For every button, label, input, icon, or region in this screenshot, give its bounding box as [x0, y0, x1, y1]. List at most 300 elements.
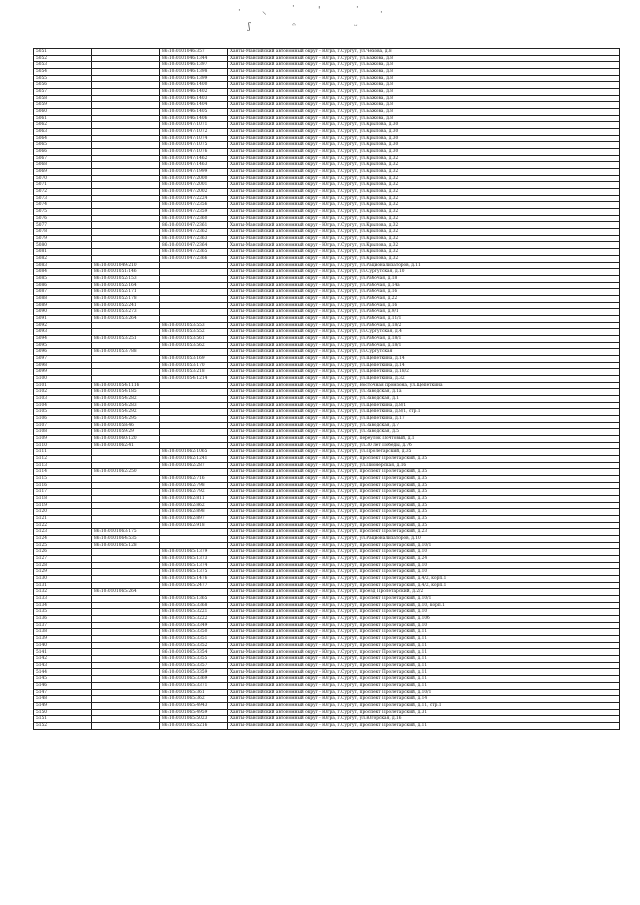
- object-cadastral-number-cell: 86:10:0101047:2361: [160, 222, 228, 229]
- address-cell: Ханты-Мансийский автономный округ - Югра, г.Сургут, проспект Пролетарский, д.11: [228, 649, 620, 656]
- object-cadastral-number-cell: [160, 289, 228, 296]
- row-number-cell: 5114: [34, 469, 92, 476]
- object-cadastral-number-cell: 86:10:0101046:1404: [160, 102, 228, 109]
- table-row: [34, 616, 620, 623]
- address-cell: Ханты-Мансийский автономный округ - Югра, г.Сургут, проспект Пролетарский, д.35: [228, 509, 620, 516]
- table-row: [34, 496, 620, 503]
- table-row: [34, 622, 620, 629]
- row-number-cell: 5057: [34, 89, 92, 96]
- row-number-cell: 5055: [34, 75, 92, 82]
- address-cell: Ханты-Мансийский автономный округ - Югра, г.Сургут, ул.Крылова, д.32: [228, 209, 620, 216]
- cadastral-number-cell: [92, 189, 160, 196]
- cadastral-number-cell: [92, 716, 160, 723]
- object-cadastral-number-cell: 86:10:0101065:1379: [160, 549, 228, 556]
- cadastral-number-cell: [92, 135, 160, 142]
- table-row: [34, 302, 620, 309]
- table-row: [34, 189, 620, 196]
- cadastral-number-cell: [92, 362, 160, 369]
- table-row: [34, 335, 620, 342]
- address-cell: Ханты-Мансийский автономный округ - Югра, г.Сургут, ул.Крылова, д.32: [228, 155, 620, 162]
- object-cadastral-number-cell: 86:10:0101065:3359: [160, 669, 228, 676]
- cadastral-number-cell: 86:10:0101054:283: [92, 402, 160, 409]
- cadastral-number-cell: [92, 182, 160, 189]
- address-cell: Ханты-Мансийский автономный округ - Югра, г.Сургут, проспект Пролетарский, д.10/1: [228, 542, 620, 549]
- address-cell: Ханты-Мансийский автономный округ - Югра, г.Сургут, ул.Бажова, д.8: [228, 75, 620, 82]
- row-number-cell: 5142: [34, 656, 92, 663]
- address-cell: Ханты-Мансийский автономный округ - Югра, г.Сургут, ул.Щепеткина, д.8/1, стр.1: [228, 409, 620, 416]
- table-row: [34, 355, 620, 362]
- cadastral-number-cell: [92, 369, 160, 376]
- table-row: [34, 415, 620, 422]
- cadastral-number-cell: [92, 322, 160, 329]
- address-cell: Ханты-Мансийский автономный округ - Югра, г.Сургут, проспект Пролетарский, д.10: [228, 609, 620, 616]
- cadastral-number-cell: [92, 155, 160, 162]
- table-row: [34, 55, 620, 62]
- object-cadastral-number-cell: 86:10:0101062:1241: [160, 455, 228, 462]
- row-number-cell: 5121: [34, 516, 92, 523]
- address-cell: Ханты-Мансийский автономный округ - Югра, г.Сургут, ул.Пролетарский, д.35: [228, 449, 620, 456]
- object-cadastral-number-cell: 86:10:0101053:552: [160, 329, 228, 336]
- table-row: [34, 549, 620, 556]
- row-number-cell: 5063: [34, 129, 92, 136]
- object-cadastral-number-cell: [160, 402, 228, 409]
- table-row: [34, 235, 620, 242]
- address-cell: Ханты-Мансийский автономный округ - Югра, г.Сургут, ул.Сургутская, д.10: [228, 269, 620, 276]
- table-row: [34, 162, 620, 169]
- object-cadastral-number-cell: [160, 542, 228, 549]
- row-number-cell: 5113: [34, 462, 92, 469]
- row-number-cell: 5112: [34, 455, 92, 462]
- cadastral-number-cell: [92, 696, 160, 703]
- address-cell: Ханты-Мансийский автономный округ - Югра, г.Сургут, проспект Пролетарский, д.31: [228, 709, 620, 716]
- row-number-cell: 5106: [34, 415, 92, 422]
- cadastral-number-cell: 86:10:0101062:250: [92, 469, 160, 476]
- object-cadastral-number-cell: 86:10:0101065:3351: [160, 636, 228, 643]
- cadastral-number-cell: [92, 596, 160, 603]
- address-cell: Ханты-Мансийский автономный округ - Югра, г.Сургут, ул.Крылова, д.32: [228, 189, 620, 196]
- cadastral-number-cell: 86:10:0101054:295: [92, 415, 160, 422]
- table-row: [34, 669, 620, 676]
- address-cell: Ханты-Мансийский автономный округ - Югра, г.Сургут, ул.Бажова, д.8: [228, 82, 620, 89]
- table-row: [34, 202, 620, 209]
- cadastral-number-cell: 86:10:0101053:788: [92, 349, 160, 356]
- address-cell: Ханты-Мансийский автономный округ - Югра, г.Сургут, проспект Пролетарский, д.23: [228, 529, 620, 536]
- cadastral-number-cell: [92, 122, 160, 129]
- table-row: [34, 349, 620, 356]
- address-cell: Ханты-Мансийский автономный округ - Югра, г.Сургут, ул.Крылова, д.32: [228, 182, 620, 189]
- table-row: [34, 289, 620, 296]
- cadastral-number-cell: [92, 622, 160, 629]
- object-cadastral-number-cell: 86:10:0101047:1072: [160, 129, 228, 136]
- cadastral-number-cell: [92, 355, 160, 362]
- cadastral-number-cell: [92, 649, 160, 656]
- address-cell: Ханты-Мансийский автономный округ - Югра, г.Сургут, проспект Пролетарский, д.10: [228, 549, 620, 556]
- row-number-cell: 5093: [34, 329, 92, 336]
- address-cell: Ханты-Мансийский автономный округ - Югра, г.Сургут, ул.Рабочая, д.14а: [228, 282, 620, 289]
- address-cell: Ханты-Мансийский автономный округ - Югра, г.Сургут, ул.Рабочая, д.18/1: [228, 342, 620, 349]
- table-row: [34, 689, 620, 696]
- row-number-cell: 5100: [34, 375, 92, 382]
- table-row: [34, 249, 620, 256]
- table-row: [34, 129, 620, 136]
- cadastral-number-cell: [92, 569, 160, 576]
- row-number-cell: 5061: [34, 115, 92, 122]
- table-row: [34, 329, 620, 336]
- row-number-cell: 5123: [34, 529, 92, 536]
- address-cell: Ханты-Мансийский автономный округ - Югра, г.Сургут, ул.Щепеткина, д.8/1: [228, 402, 620, 409]
- row-number-cell: 5095: [34, 342, 92, 349]
- row-number-cell: 5082: [34, 255, 92, 262]
- row-number-cell: 5099: [34, 369, 92, 376]
- address-cell: Ханты-Мансийский автономный округ - Югра, г.Сургут, ул.Бажова, д.8: [228, 62, 620, 69]
- table-row: [34, 716, 620, 723]
- table-row: [34, 702, 620, 709]
- row-number-cell: 5066: [34, 149, 92, 156]
- address-cell: Ханты-Мансийский автономный округ - Югра, г.Сургут, ул.Крылова, д.30: [228, 129, 620, 136]
- object-cadastral-number-cell: 86:10:0101062:862: [160, 502, 228, 509]
- row-number-cell: 5084: [34, 269, 92, 276]
- table-row: [34, 442, 620, 449]
- address-cell: Ханты-Мансийский автономный округ - Югра, г.Сургут, ул.Бажова, д.8: [228, 89, 620, 96]
- row-number-cell: 5081: [34, 249, 92, 256]
- row-number-cell: 5124: [34, 536, 92, 543]
- address-cell: Ханты-Мансийский автономный округ - Югра, г.Сургут, ул.Щепеткина, д.18/2: [228, 369, 620, 376]
- row-number-cell: 5053: [34, 62, 92, 69]
- object-cadastral-number-cell: 86:10:0101046:357: [160, 49, 228, 56]
- address-cell: Ханты-Мансийский автономный округ - Югра, г.Сургут, проспект Пролетарский, д.11: [228, 722, 620, 729]
- address-cell: Ханты-Мансийский автономный округ - Югра, г.Сургут, ул.Бажова, д.8: [228, 109, 620, 116]
- object-cadastral-number-cell: [160, 302, 228, 309]
- address-cell: Ханты-Мансийский автономный округ - Югра, г.Сургут, ул.Пионерская, д.16: [228, 462, 620, 469]
- table-row: [34, 482, 620, 489]
- object-cadastral-number-cell: 86:10:0101047:1463: [160, 162, 228, 169]
- table-row: [34, 209, 620, 216]
- address-cell: Ханты-Мансийский автономный округ - Югра, г.Сургут, проспект Пролетарский, д.35: [228, 522, 620, 529]
- object-cadastral-number-cell: [160, 435, 228, 442]
- table-row: [34, 596, 620, 603]
- object-cadastral-number-cell: 86:10:0101065:5216: [160, 722, 228, 729]
- table-row: [34, 282, 620, 289]
- cadastral-number-cell: [92, 576, 160, 583]
- cadastral-number-cell: [92, 62, 160, 69]
- cadastral-number-cell: [92, 462, 160, 469]
- register-table: [33, 48, 620, 730]
- row-number-cell: 5087: [34, 289, 92, 296]
- row-number-cell: 5149: [34, 702, 92, 709]
- row-number-cell: 5134: [34, 602, 92, 609]
- address-cell: Ханты-Мансийский автономный округ - Югра, г.Сургут, ул.Рабочая, д.18/1: [228, 335, 620, 342]
- row-number-cell: 5128: [34, 562, 92, 569]
- address-cell: Ханты-Мансийский автономный округ - Югра, г.Сургут, проспект Пролетарский, д.11: [228, 629, 620, 636]
- address-cell: Ханты-Мансийский автономный округ - Югра, г.Сургут, ул.Сургутская, д.4: [228, 329, 620, 336]
- address-cell: Ханты-Мансийский автономный округ - Югра, г.Сургут, проспект Пролетарский, д.10: [228, 622, 620, 629]
- address-cell: Ханты-Мансийский автономный округ - Югра, г.Сургут, ул.Рабочая, д.22: [228, 295, 620, 302]
- table-row: [34, 656, 620, 663]
- object-cadastral-number-cell: 86:10:0101062:897: [160, 516, 228, 523]
- object-cadastral-number-cell: [160, 269, 228, 276]
- cadastral-number-cell: [92, 149, 160, 156]
- address-cell: Ханты-Мансийский автономный округ - Югра, г.Сургут, ул.Крылова, д.30: [228, 142, 620, 149]
- table-row: [34, 676, 620, 683]
- row-number-cell: 5052: [34, 55, 92, 62]
- table-row: [34, 542, 620, 549]
- object-cadastral-number-cell: 86:10:0101062:798: [160, 482, 228, 489]
- table-row: [34, 602, 620, 609]
- table-row: [34, 109, 620, 116]
- table-row: [34, 576, 620, 583]
- address-cell: Ханты-Мансийский автономный округ - Югра, г.Сургут, ул.30 лет Победы, д.7б: [228, 442, 620, 449]
- table-row: [34, 429, 620, 436]
- object-cadastral-number-cell: 86:10:0101047:1075: [160, 142, 228, 149]
- row-number-cell: 5140: [34, 642, 92, 649]
- cadastral-number-cell: [92, 662, 160, 669]
- object-cadastral-number-cell: 86:10:0101062:811: [160, 496, 228, 503]
- row-number-cell: 5069: [34, 169, 92, 176]
- row-number-cell: 5144: [34, 669, 92, 676]
- object-cadastral-number-cell: [160, 282, 228, 289]
- row-number-cell: 5118: [34, 496, 92, 503]
- object-cadastral-number-cell: 86:10:0101047:1071: [160, 122, 228, 129]
- row-number-cell: 5138: [34, 629, 92, 636]
- object-cadastral-number-cell: [160, 409, 228, 416]
- cadastral-number-cell: [92, 722, 160, 729]
- cadastral-number-cell: [92, 676, 160, 683]
- row-number-cell: 5060: [34, 109, 92, 116]
- cadastral-number-cell: [92, 229, 160, 236]
- table-row: [34, 309, 620, 316]
- address-cell: Ханты-Мансийский автономный округ - Югра, г.Сургут, проспект Пролетарский, д.4/2, корп.1: [228, 582, 620, 589]
- table-row: [34, 155, 620, 162]
- object-cadastral-number-cell: 86:10:0101065:3349: [160, 622, 228, 629]
- table-row: [34, 389, 620, 396]
- row-number-cell: 5054: [34, 69, 92, 76]
- row-number-cell: 5136: [34, 616, 92, 623]
- address-cell: Ханты-Мансийский автономный округ - Югра, г.Сургут, проспект Пролетарский, д.35: [228, 482, 620, 489]
- table-row: [34, 269, 620, 276]
- table-row: [34, 509, 620, 516]
- cadastral-number-cell: [92, 375, 160, 382]
- cadastral-number-cell: [92, 209, 160, 216]
- table-row: [34, 409, 620, 416]
- table-row: [34, 135, 620, 142]
- row-number-cell: 5056: [34, 82, 92, 89]
- cadastral-number-cell: 86:10:0101053:264: [92, 315, 160, 322]
- address-cell: Ханты-Мансийский автономный округ - Югра, г.Сургут, проспект Пролетарский, д.10, корп.1: [228, 602, 620, 609]
- cadastral-number-cell: [92, 82, 160, 89]
- address-cell: Ханты-Мансийский автономный округ - Югра, г.Сургут, ул.Крылова, д.32: [228, 255, 620, 262]
- table-row: [34, 569, 620, 576]
- row-number-cell: 5137: [34, 622, 92, 629]
- address-cell: Ханты-Мансийский автономный округ - Югра, г.Сургут, ул.Щепеткина, д.14: [228, 355, 620, 362]
- address-cell: Ханты-Мансийский автономный округ - Югра, г.Сургут, ул.Крылова, д.32: [228, 229, 620, 236]
- table-row: [34, 69, 620, 76]
- row-number-cell: 5085: [34, 275, 92, 282]
- table-row: [34, 49, 620, 56]
- address-cell: Ханты-Мансийский автономный округ - Югра, г.Сургут, ул.Бажова, д.8: [228, 102, 620, 109]
- cadastral-number-cell: 86:10:0101052:164: [92, 282, 160, 289]
- row-number-cell: 5077: [34, 222, 92, 229]
- object-cadastral-number-cell: [160, 422, 228, 429]
- row-number-cell: 5076: [34, 215, 92, 222]
- address-cell: Ханты-Мансийский автономный округ - Югра, г.Сургут, ул.Щепеткина, д.14: [228, 362, 620, 369]
- object-cadastral-number-cell: 86:10:0101065:3371: [160, 682, 228, 689]
- cadastral-number-cell: [92, 55, 160, 62]
- row-number-cell: 5111: [34, 449, 92, 456]
- table-row: [34, 262, 620, 269]
- address-cell: Ханты-Мансийский автономный округ - Югра, г.Сургут, ул.Рационализаторов, д.11: [228, 262, 620, 269]
- cadastral-number-cell: [92, 516, 160, 523]
- row-number-cell: 5126: [34, 549, 92, 556]
- address-cell: Ханты-Мансийский автономный округ - Югра, г.Сургут, ул.Крылова, д.32: [228, 169, 620, 176]
- cadastral-number-cell: 86:10:0101049:210: [92, 262, 160, 269]
- table-row: [34, 115, 620, 122]
- object-cadastral-number-cell: 86:10:0101062:287: [160, 462, 228, 469]
- table-row: [34, 649, 620, 656]
- table-row: [34, 629, 620, 636]
- row-number-cell: 5132: [34, 589, 92, 596]
- object-cadastral-number-cell: 86:10:0101046:1399: [160, 75, 228, 82]
- address-cell: Ханты-Мансийский автономный округ - Югра, г.Сургут, проспект Пролетарский, д.11: [228, 682, 620, 689]
- table-row: [34, 82, 620, 89]
- object-cadastral-number-cell: 86:10:0101053:169: [160, 355, 228, 362]
- cadastral-number-cell: [92, 496, 160, 503]
- object-cadastral-number-cell: 86:10:0101054:1214: [160, 375, 228, 382]
- row-number-cell: 5079: [34, 235, 92, 242]
- object-cadastral-number-cell: 86:10:0101053:553: [160, 322, 228, 329]
- object-cadastral-number-cell: 86:10:0101053:170: [160, 362, 228, 369]
- row-number-cell: 5080: [34, 242, 92, 249]
- table-row: [34, 709, 620, 716]
- address-cell: Ханты-Мансийский автономный округ - Югра, г.Сургут, проспект Пролетарский, д.11: [228, 676, 620, 683]
- cadastral-number-cell: [92, 235, 160, 242]
- cadastral-number-cell: [92, 49, 160, 56]
- cadastral-number-cell: 86:10:0101065:264: [92, 589, 160, 596]
- row-number-cell: 5139: [34, 636, 92, 643]
- address-cell: Ханты-Мансийский автономный округ - Югра, г.Сургут, ул.Крылова, д.32: [228, 242, 620, 249]
- object-cadastral-number-cell: 86:10:0101065:1476: [160, 576, 228, 583]
- row-number-cell: 5091: [34, 315, 92, 322]
- address-cell: Ханты-Мансийский автономный округ - Югра, г.Сургут, проспект Пролетарский, д.11: [228, 636, 620, 643]
- table-row: [34, 89, 620, 96]
- object-cadastral-number-cell: 86:10:0101065:5023: [160, 716, 228, 723]
- cadastral-number-cell: 86:10:0101052:178: [92, 295, 160, 302]
- address-cell: Ханты-Мансийский автономный округ - Югра, г.Сургут, ул.Рабочая, д.16: [228, 289, 620, 296]
- row-number-cell: 5086: [34, 282, 92, 289]
- object-cadastral-number-cell: 86:10:0101046:1398: [160, 69, 228, 76]
- table-row: [34, 422, 620, 429]
- cadastral-number-cell: [92, 522, 160, 529]
- address-cell: Ханты-Мансийский автономный округ - Югра, г.Сургут, ул.Заводская, д.1а: [228, 389, 620, 396]
- object-cadastral-number-cell: 86:10:0101065:1365: [160, 596, 228, 603]
- row-number-cell: 5098: [34, 362, 92, 369]
- object-cadastral-number-cell: 86:10:0101062:898: [160, 509, 228, 516]
- cadastral-number-cell: [92, 95, 160, 102]
- row-number-cell: 5127: [34, 556, 92, 563]
- row-number-cell: 5062: [34, 122, 92, 129]
- cadastral-number-cell: [92, 222, 160, 229]
- object-cadastral-number-cell: [160, 469, 228, 476]
- cadastral-number-cell: [92, 476, 160, 483]
- table-row: [34, 476, 620, 483]
- row-number-cell: 5101: [34, 382, 92, 389]
- object-cadastral-number-cell: 86:10:0101047:2365: [160, 249, 228, 256]
- row-number-cell: 5145: [34, 676, 92, 683]
- object-cadastral-number-cell: [160, 529, 228, 536]
- cadastral-number-cell: [92, 549, 160, 556]
- address-cell: Ханты-Мансийский автономный округ - Югра, г.Сургут, проспект Пролетарский, д.35: [228, 516, 620, 523]
- table-row: [34, 362, 620, 369]
- address-cell: Ханты-Мансийский автономный округ - Югра, г.Сургут, проспект Пролетарский, д.11: [228, 656, 620, 663]
- row-number-cell: 5143: [34, 662, 92, 669]
- table-row: [34, 469, 620, 476]
- row-number-cell: 5141: [34, 649, 92, 656]
- object-cadastral-number-cell: 86:10:0101065:1375: [160, 569, 228, 576]
- cadastral-number-cell: [92, 102, 160, 109]
- table-row: [34, 529, 620, 536]
- object-cadastral-number-cell: 86:10:0101047:2359: [160, 209, 228, 216]
- scan-artifacts: · ⸜ · ' · · ʃ 𝄐 ᵕ: [238, 2, 383, 32]
- object-cadastral-number-cell: 86:10:0101047:2363: [160, 235, 228, 242]
- table-row: [34, 342, 620, 349]
- row-number-cell: 5146: [34, 682, 92, 689]
- row-number-cell: 5051: [34, 49, 92, 56]
- table-row: [34, 516, 620, 523]
- table-row: [34, 75, 620, 82]
- object-cadastral-number-cell: [160, 442, 228, 449]
- cadastral-number-cell: 86:10:0101064:535: [92, 536, 160, 543]
- cadastral-number-cell: 86:10:0101062:41: [92, 442, 160, 449]
- table-row: [34, 149, 620, 156]
- row-number-cell: 5104: [34, 402, 92, 409]
- object-cadastral-number-cell: 86:10:0101046:1403: [160, 95, 228, 102]
- object-cadastral-number-cell: [160, 382, 228, 389]
- table-row: [34, 295, 620, 302]
- row-number-cell: 5131: [34, 582, 92, 589]
- address-cell: Ханты-Мансийский автономный округ - Югра, г.Сургут, проспект Пролетарский, д.10: [228, 569, 620, 576]
- object-cadastral-number-cell: 86:10:0101065:3368: [160, 602, 228, 609]
- table-row: [34, 95, 620, 102]
- table-row: [34, 642, 620, 649]
- table-row: [34, 255, 620, 262]
- row-number-cell: 5096: [34, 349, 92, 356]
- object-cadastral-number-cell: 86:10:0101062:716: [160, 476, 228, 483]
- object-cadastral-number-cell: [160, 389, 228, 396]
- address-cell: Ханты-Мансийский автономный округ - Югра, г.Сургут, ул.Рабочая, д.16: [228, 302, 620, 309]
- object-cadastral-number-cell: 86:10:0101065:3350: [160, 629, 228, 636]
- object-cadastral-number-cell: [160, 262, 228, 269]
- address-cell: Ханты-Мансийский автономный округ - Югра, г.Сургут, проспект Пролетарский, д.11, стр.1: [228, 702, 620, 709]
- object-cadastral-number-cell: 86:10:0101047:2356: [160, 202, 228, 209]
- address-cell: Ханты-Мансийский автономный округ - Югра, г.Сургут, ул.Щепеткина, д.32: [228, 375, 620, 382]
- table-row: [34, 435, 620, 442]
- table-row: [34, 502, 620, 509]
- row-number-cell: 5105: [34, 409, 92, 416]
- address-cell: Ханты-Мансийский автономный округ - Югра, г.Сургут, ул.Заводская, д.1: [228, 395, 620, 402]
- row-number-cell: 5088: [34, 295, 92, 302]
- row-number-cell: 5073: [34, 195, 92, 202]
- table-row: [34, 402, 620, 409]
- cadastral-number-cell: [92, 669, 160, 676]
- cadastral-number-cell: [92, 682, 160, 689]
- cadastral-number-cell: [92, 242, 160, 249]
- cadastral-number-cell: [92, 455, 160, 462]
- object-cadastral-number-cell: [160, 415, 228, 422]
- row-number-cell: 5092: [34, 322, 92, 329]
- object-cadastral-number-cell: 86:10:0101065:2477: [160, 582, 228, 589]
- table-row: [34, 589, 620, 596]
- row-number-cell: 5064: [34, 135, 92, 142]
- row-number-cell: 5065: [34, 142, 92, 149]
